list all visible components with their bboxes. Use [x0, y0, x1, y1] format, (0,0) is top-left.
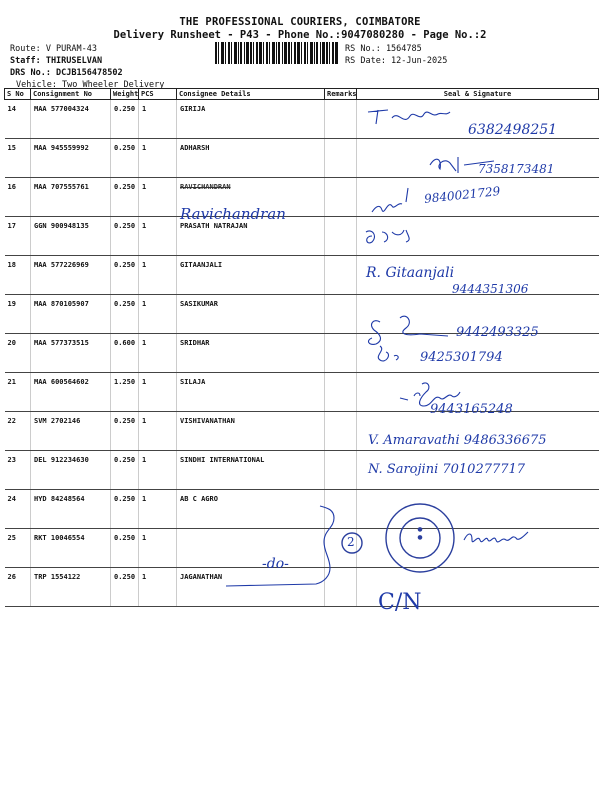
cell-cons: HYD 84248564: [31, 490, 111, 529]
col-remarks: Remarks: [325, 89, 357, 100]
cell-name: SRIDHAR: [177, 334, 325, 373]
cell-name: RAVICHANDRAN: [177, 178, 325, 217]
cell-cons: SVM 2702146: [31, 412, 111, 451]
handwritten-cn: C/N: [378, 590, 422, 615]
handwritten-name-16: Ravichandran: [180, 205, 286, 223]
circled-number: 2: [347, 535, 355, 549]
cell-pcs: 1: [139, 217, 177, 256]
cell-remarks: [325, 178, 357, 217]
cell-sno: 25: [5, 529, 31, 568]
cell-sno: 20: [5, 334, 31, 373]
handwritten-phone-15: 7358173481: [478, 162, 555, 176]
cell-name: VISHIVANATHAN: [177, 412, 325, 451]
cell-cons: MAA 870105907: [31, 295, 111, 334]
cell-sno: 23: [5, 451, 31, 490]
cell-name: PRASATH NATRAJAN: [177, 217, 325, 256]
handwritten-entry-22: V. Amaravathi 9486336675: [368, 433, 547, 448]
handwritten-phone-16: 9840021729: [423, 184, 501, 206]
cell-sno: 14: [5, 100, 31, 139]
cell-sno: 16: [5, 178, 31, 217]
cell-cons: DEL 912234630: [31, 451, 111, 490]
cell-weight: 0.600: [111, 334, 139, 373]
cell-name: GITAANJALI: [177, 256, 325, 295]
cell-remarks: [325, 256, 357, 295]
route-label: Route: V PURAM-43: [10, 44, 97, 54]
cell-sno: 19: [5, 295, 31, 334]
cell-name: [177, 529, 325, 568]
cell-name: AB C AGRO: [177, 490, 325, 529]
cell-name: SASIKUMAR: [177, 295, 325, 334]
table-header: [5, 89, 599, 100]
cell-signature: [357, 217, 599, 256]
cell-weight: 1.250: [111, 373, 139, 412]
cell-remarks: [325, 568, 357, 607]
table-row: [5, 217, 599, 256]
cell-sno: 24: [5, 490, 31, 529]
cell-signature: [357, 529, 599, 568]
cell-sno: 15: [5, 139, 31, 178]
cell-pcs: 1: [139, 529, 177, 568]
seal-stamp-text: ● ●: [417, 526, 423, 541]
cell-remarks: [325, 139, 357, 178]
cell-cons: MAA 707555761: [31, 178, 111, 217]
handwritten-phone-18: 9444351306: [452, 282, 529, 296]
cell-remarks: [325, 100, 357, 139]
handwritten-phone-14: 6382498251: [468, 122, 558, 138]
staff-label: Staff: THIRUSELVAN: [10, 56, 103, 66]
handwritten-entry-23: N. Sarojini 7010277717: [368, 462, 526, 477]
drs-label: DRS No.: DCJB156478502: [10, 68, 123, 78]
cell-pcs: 1: [139, 295, 177, 334]
handwritten-phone-20: 9425301794: [420, 350, 503, 365]
cell-weight: 0.250: [111, 217, 139, 256]
cell-remarks: [325, 373, 357, 412]
cell-pcs: 1: [139, 178, 177, 217]
rs-number: RS No.: 1564785: [345, 44, 422, 54]
company-title: THE PROFESSIONAL COURIERS, COIMBATORE: [179, 16, 421, 28]
table-row: [5, 568, 599, 607]
col-signature: Seal & Signature: [357, 89, 599, 100]
handwritten-phone-21: 9443165248: [430, 402, 513, 417]
cell-weight: 0.250: [111, 412, 139, 451]
cell-weight: 0.250: [111, 256, 139, 295]
cell-pcs: 1: [139, 568, 177, 607]
cell-cons: MAA 600564602: [31, 373, 111, 412]
cell-weight: 0.250: [111, 451, 139, 490]
cell-weight: 0.250: [111, 139, 139, 178]
cell-cons: RKT 10046554: [31, 529, 111, 568]
rs-date: RS Date: 12-Jun-2025: [345, 56, 448, 66]
cell-remarks: [325, 451, 357, 490]
col-consignment: Consignment No: [31, 89, 111, 100]
table-row: [5, 178, 599, 217]
cell-weight: 0.250: [111, 490, 139, 529]
cell-remarks: [325, 412, 357, 451]
cell-sno: 22: [5, 412, 31, 451]
cell-pcs: 1: [139, 412, 177, 451]
cell-name: GIRIJA: [177, 100, 325, 139]
cell-cons: TRP 1554122: [31, 568, 111, 607]
cell-weight: 0.250: [111, 100, 139, 139]
col-sno: S No: [5, 89, 31, 100]
col-pcs: PCS: [139, 89, 177, 100]
table-row: [5, 529, 599, 568]
cell-name: ADHARSH: [177, 139, 325, 178]
cell-pcs: 1: [139, 334, 177, 373]
cell-remarks: [325, 334, 357, 373]
cell-signature: [357, 490, 599, 529]
cell-name: JAGANATHAN: [177, 568, 325, 607]
cell-cons: MAA 577373515: [31, 334, 111, 373]
cell-weight: 0.250: [111, 529, 139, 568]
cell-remarks: [325, 490, 357, 529]
cell-sno: 21: [5, 373, 31, 412]
cell-name: SINDHI INTERNATIONAL: [177, 451, 325, 490]
runsheet-subtitle: Delivery Runsheet - P43 - Phone No.:9047080280 - Page No.:2: [113, 29, 487, 41]
cell-sno: 26: [5, 568, 31, 607]
cell-pcs: 1: [139, 100, 177, 139]
vehicle-label: Vehicle: Two Wheeler Delivery: [16, 80, 165, 90]
ditto-mark: -do-: [262, 556, 289, 572]
cell-cons: MAA 577004324: [31, 100, 111, 139]
barcode: [215, 42, 339, 64]
cell-weight: 0.250: [111, 178, 139, 217]
handwritten-signature-18: R. Gitaanjali: [366, 265, 455, 281]
cell-cons: MAA 945559992: [31, 139, 111, 178]
cell-cons: MAA 577226969: [31, 256, 111, 295]
cell-name: SILAJA: [177, 373, 325, 412]
table-row: [5, 490, 599, 529]
cell-weight: 0.250: [111, 295, 139, 334]
cell-pcs: 1: [139, 139, 177, 178]
cell-remarks: [325, 295, 357, 334]
cell-pcs: 1: [139, 373, 177, 412]
cell-cons: GGN 900948135: [31, 217, 111, 256]
col-consignee: Consignee Details: [177, 89, 325, 100]
cell-sno: 17: [5, 217, 31, 256]
cell-pcs: 1: [139, 490, 177, 529]
col-weight: Weight: [111, 89, 139, 100]
cell-remarks: [325, 217, 357, 256]
cell-sno: 18: [5, 256, 31, 295]
cell-pcs: 1: [139, 451, 177, 490]
cell-pcs: 1: [139, 256, 177, 295]
handwritten-phone-19: 9442493325: [456, 325, 539, 340]
cell-weight: 0.250: [111, 568, 139, 607]
